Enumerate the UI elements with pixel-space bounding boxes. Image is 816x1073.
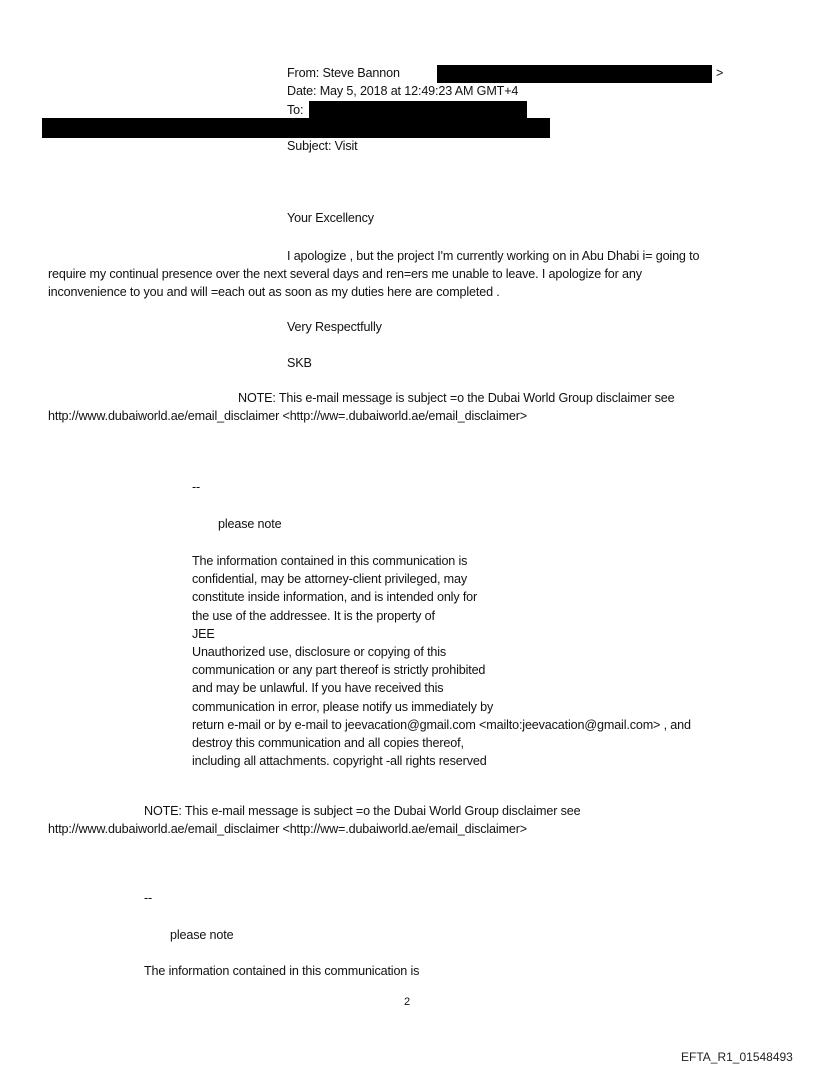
subject-line: Subject: Visit xyxy=(287,139,358,153)
notice-line: communication or any part thereof is strictly prohibited xyxy=(192,663,486,678)
notice-line: the use of the addressee. It is the property of xyxy=(192,608,435,623)
notice-line: communication in error, please notify us immediately by xyxy=(192,699,494,714)
redaction-box xyxy=(437,65,712,83)
notice-line: The information contained in this communication is xyxy=(144,964,420,978)
from-suffix: > xyxy=(716,66,724,80)
notice-line: The information contained in this communication is xyxy=(192,554,468,568)
notice-line: JEE xyxy=(192,626,215,641)
please-note: please note xyxy=(218,517,282,531)
body-line: inconvenience to you and will =each out as soon as my duties here are completed . xyxy=(48,285,500,299)
body-line: I apologize , but the project I'm currently working on in Abu Dhabi i= going to xyxy=(287,249,700,263)
notice-line: destroy this communication and all copies thereof, xyxy=(192,736,464,751)
to-line: To: xyxy=(287,103,304,117)
bates-id: EFTA_R1_01548493 xyxy=(681,1050,793,1064)
signature: SKB xyxy=(287,356,312,370)
please-note: please note xyxy=(170,928,234,942)
page-number: 2 xyxy=(404,996,410,1008)
notice-line: Unauthorized use, disclosure or copying of this xyxy=(192,645,447,660)
body-line: require my continual presence over the next several days and ren=ers me unable to leave. I apologize for any xyxy=(48,267,642,281)
confidentiality-notice xyxy=(192,552,691,770)
from-line: From: Steve Bannon xyxy=(287,66,400,80)
notice-line: confidential, may be attorney-client privileged, may xyxy=(192,572,468,587)
notice-line: including all attachments. copyright -all rights reserved xyxy=(192,754,487,769)
disclaimer-line: NOTE: This e-mail message is subject =o the Dubai World Group disclaimer see xyxy=(238,391,675,405)
disclaimer-link: http://www.dubaiworld.ae/email_disclaimer <http://ww=.dubaiworld.ae/email_disclaimer> xyxy=(48,822,527,836)
redaction-box xyxy=(309,101,527,119)
notice-line: constitute inside information, and is intended only for xyxy=(192,590,478,605)
redaction-box xyxy=(42,118,550,138)
date-line: Date: May 5, 2018 at 12:49:23 AM GMT+4 xyxy=(287,84,519,98)
disclaimer-line: NOTE: This e-mail message is subject =o the Dubai World Group disclaimer see xyxy=(144,804,581,818)
closing: Very Respectfully xyxy=(287,320,382,334)
separator: -- xyxy=(192,480,201,494)
disclaimer-link: http://www.dubaiworld.ae/email_disclaimer <http://ww=.dubaiworld.ae/email_disclaimer> xyxy=(48,409,527,423)
notice-line: and may be unlawful. If you have received this xyxy=(192,681,444,696)
salutation: Your Excellency xyxy=(287,211,374,225)
notice-line: return e-mail or by e-mail to jeevacation@gmail.com <mailto:jeevacation@gmail.com> , and xyxy=(192,717,691,732)
separator: -- xyxy=(144,891,153,905)
